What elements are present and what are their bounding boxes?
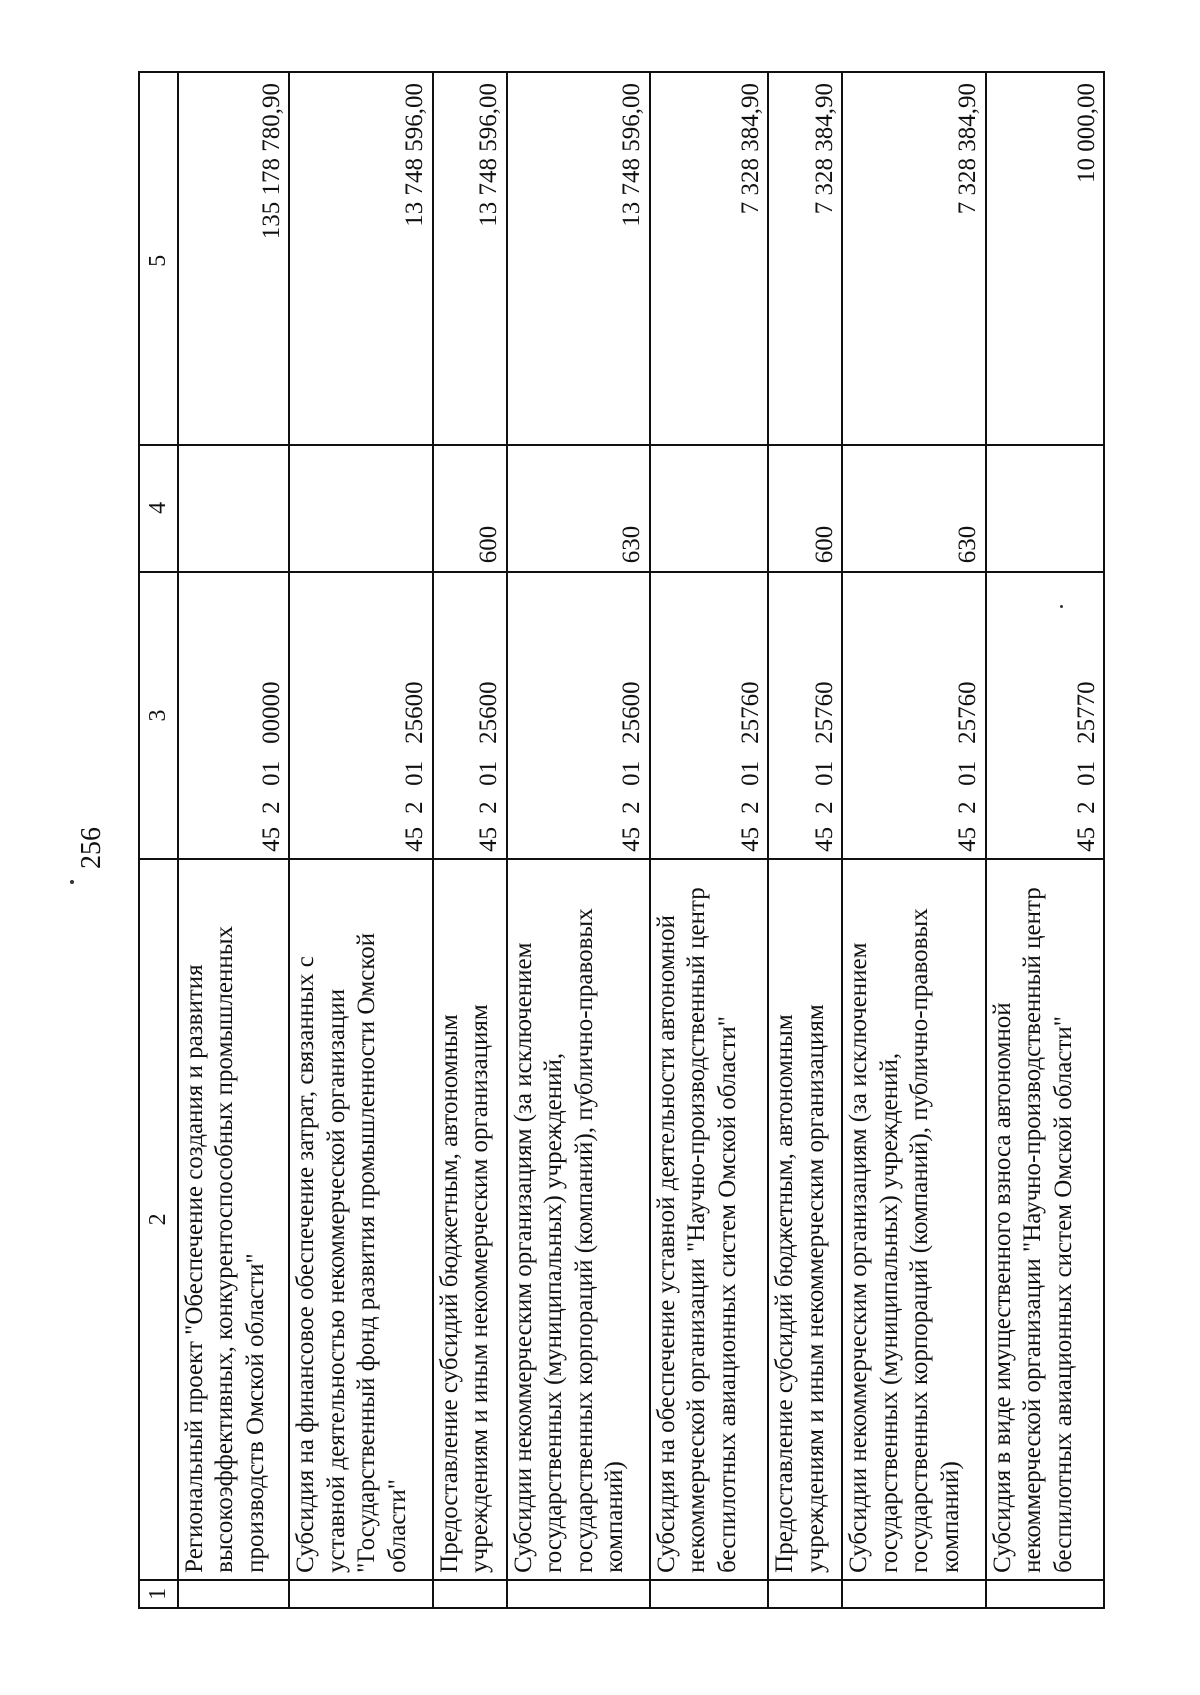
- code-part: 2: [736, 801, 764, 814]
- header-col-5: 5: [139, 72, 178, 445]
- page-number: 256: [76, 827, 107, 869]
- row-name: Предоставление субсидий бюджетным, автономным учреждениям и иным некоммерческим организациям: [433, 859, 507, 1580]
- row-number-cell: [650, 1580, 768, 1608]
- row-type: [650, 445, 768, 572]
- code-part: 45: [618, 826, 646, 852]
- table-header-row: [139, 72, 178, 1608]
- table-row: [507, 72, 650, 1608]
- code-part: 01: [954, 760, 982, 786]
- row-name: Субсидия в виде имущественного взноса автономной некоммерческой организации "Научно-производственный центр беспилотных авиационных систем Омской области": [986, 859, 1104, 1580]
- row-amount: 13 748 596,00: [289, 72, 432, 445]
- row-number-cell: [289, 1580, 432, 1608]
- row-code: [289, 572, 432, 859]
- row-type: 630: [842, 445, 985, 572]
- row-number-cell: [768, 1580, 842, 1608]
- row-name: Субсидии некоммерческим организациям (за исключением государственных (муниципальных) учреждений, государственных корпораций (компаний), публично-правовых компаний): [842, 859, 985, 1580]
- row-amount: 13 748 596,00: [433, 72, 507, 445]
- row-amount: 7 328 384,90: [650, 72, 768, 445]
- code-part: 01: [401, 760, 429, 786]
- code-part: 25760: [810, 681, 838, 744]
- code-part: 2: [401, 801, 429, 814]
- code-part: 00000: [257, 681, 285, 744]
- code-part: 45: [736, 826, 764, 852]
- row-amount: 13 748 596,00: [507, 72, 650, 445]
- header-col-3: 3: [139, 572, 178, 859]
- table-row: [178, 72, 290, 1608]
- row-name: Предоставление субсидий бюджетным, автономным учреждениям и иным некоммерческим организациям: [768, 859, 842, 1580]
- table-row: [650, 72, 768, 1608]
- row-code: [433, 572, 507, 859]
- row-type: 600: [768, 445, 842, 572]
- row-number-cell: [507, 1580, 650, 1608]
- code-part: 2: [618, 801, 646, 814]
- code-part: 01: [257, 760, 285, 786]
- table-row: [433, 72, 507, 1608]
- budget-table: [138, 71, 1105, 1609]
- code-part: 2: [810, 801, 838, 814]
- code-part: 01: [736, 760, 764, 786]
- code-part: 25600: [401, 681, 429, 744]
- row-name: Субсидия на финансовое обеспечение затрат, связанных с уставной деятельностью некоммерческой организации "Государственный фонд развития промышленности Омской области": [289, 859, 432, 1580]
- header-col-2: 2: [139, 859, 178, 1580]
- code-part: 25760: [736, 681, 764, 744]
- row-amount: 10 000,00: [986, 72, 1104, 445]
- table-row: [986, 72, 1104, 1608]
- row-type: 600: [433, 445, 507, 572]
- row-code: [507, 572, 650, 859]
- table-row: [842, 72, 985, 1608]
- row-type: [178, 445, 290, 572]
- table-row: [289, 72, 432, 1608]
- code-part: 25600: [475, 681, 503, 744]
- code-part: 01: [618, 760, 646, 786]
- row-number-cell: [986, 1580, 1104, 1608]
- code-part: 45: [810, 826, 838, 852]
- row-number-cell: [178, 1580, 290, 1608]
- row-amount: 7 328 384,90: [842, 72, 985, 445]
- table-row: [768, 72, 842, 1608]
- code-part: 45: [401, 826, 429, 852]
- code-part: 2: [1072, 801, 1100, 814]
- row-name: Субсидии некоммерческим организациям (за исключением государственных (муниципальных) учреждений, государственных корпораций (компаний), публично-правовых компаний): [507, 859, 650, 1580]
- row-number-cell: [842, 1580, 985, 1608]
- budget-table-rotated: [138, 71, 1105, 1609]
- code-part: 2: [475, 801, 503, 814]
- row-type: [289, 445, 432, 572]
- row-number-cell: [433, 1580, 507, 1608]
- header-col-1: 1: [139, 1580, 178, 1608]
- code-part: 45: [257, 826, 285, 852]
- row-name: Региональный проект "Обеспечение создания и развития высокоэффективных, конкурентоспособных промышленных производств Омской области": [178, 859, 290, 1580]
- code-part: 25600: [618, 681, 646, 744]
- row-code: [178, 572, 290, 859]
- code-part: 2: [257, 801, 285, 814]
- row-code: [986, 572, 1104, 859]
- header-col-4: 4: [139, 445, 178, 572]
- row-code: [842, 572, 985, 859]
- row-code: [768, 572, 842, 859]
- scan-speck: [70, 880, 74, 884]
- code-part: 25770: [1072, 681, 1100, 744]
- code-part: 01: [810, 760, 838, 786]
- code-part: 45: [954, 826, 982, 852]
- row-type: 630: [507, 445, 650, 572]
- code-part: 25760: [954, 681, 982, 744]
- code-part: 45: [475, 826, 503, 852]
- row-amount: 135 178 780,90: [178, 72, 290, 445]
- code-part: 01: [475, 760, 503, 786]
- code-part: 2: [954, 801, 982, 814]
- row-type: [986, 445, 1104, 572]
- row-name: Субсидия на обеспечение уставной деятельности автономной некоммерческой организации "Научно-производственный центр беспилотных авиационных систем Омской области": [650, 859, 768, 1580]
- row-amount: 7 328 384,90: [768, 72, 842, 445]
- code-part: 01: [1072, 760, 1100, 786]
- code-part: 45: [1072, 826, 1100, 852]
- row-code: [650, 572, 768, 859]
